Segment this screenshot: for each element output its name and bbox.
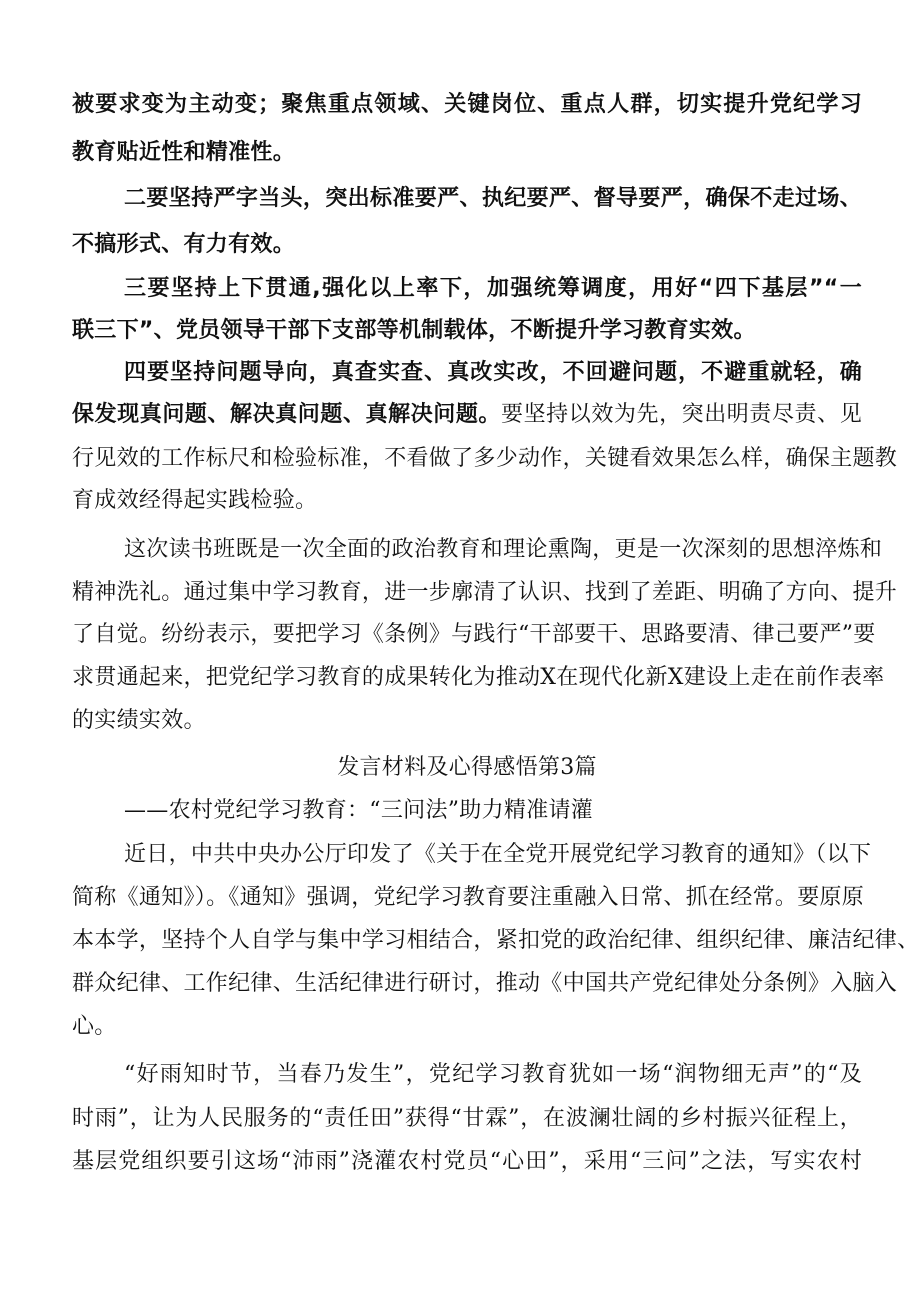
text-line-4: 不搞形式、有力有效。: [72, 232, 296, 257]
text-line-18: 近日，中共中央办公厅印发了《关于在全党开展党纪学习教育的通知》（以下: [124, 842, 872, 867]
text-line-25: 基层党组织要引这场“沛雨”浇灌农村党员“心田”，采用“三问”之法，写实农村: [72, 1149, 862, 1174]
text-line-9: 行见效的工作标尺和检验标准，不看做了多少动作，关键看效果怎么样，确保主题教: [72, 446, 898, 471]
text-line-5: 三要坚持上下贯通,强化以上率下，加强统筹调度，用好“四下基层”“一: [124, 276, 862, 301]
text-line-23: “好雨知时节，当春乃发生”，党纪学习教育犹如一场“润物细无声”的“及: [124, 1062, 862, 1087]
text-line-19: 简称《通知》）。《通知》强调，党纪学习教育要注重融入日常、抓在经常。要原原: [72, 885, 865, 910]
text-line-14: 求贯通起来，把党纪学习教育的成果转化为推动X在现代化新X建设上走在前作表率: [72, 665, 885, 690]
text-line-24: 时雨”，让为人民服务的“责任田”获得“甘霖”，在波澜壮阔的乡村振兴征程上，: [72, 1106, 862, 1131]
text-line-6: 联三下”、党员领导干部下支部等机制载体，不断提升学习教育实效。: [72, 318, 756, 343]
text-line-8: 保发现真问题、解决真问题、真解决问题。要坚持以效为先，突出明责尽责、见: [72, 402, 863, 427]
text-line-1: 被要求变为主动变；聚焦重点领域、关键岗位、重点人群，切实提升党纪学习: [72, 92, 862, 117]
text-line-11: 这次读书班既是一次全面的政治教育和理论熏陶，更是一次深刻的思想淬炼和: [124, 537, 883, 562]
text-line-13: 了自觉。纷纷表示，要把学习《条例》与践行“干部要干、思路要清、律己要严”要: [72, 622, 876, 647]
section-heading: 发言材料及心得感悟第3篇: [337, 755, 597, 780]
text-line-22: 心。: [72, 1014, 117, 1039]
text-line-7: 四要坚持问题导向，真查实查、真改实改，不回避问题，不避重就轻，确: [124, 360, 862, 385]
text-line-12: 精神洗礼。通过集中学习教育，进一步廓清了认识、找到了差距、明确了方向、提升: [72, 580, 898, 605]
text-line-3: 二要坚持严字当头，突出标准要严、执纪要严、督导要严，确保不走过场、: [124, 186, 862, 211]
text-line-15: 的实绩实效。: [72, 708, 206, 733]
text-line-2: 教育贴近性和精准性。: [72, 140, 296, 165]
text-line-21: 群众纪律、工作纪律、生活纪律进行研讨，推动《中国共产党纪律处分条例》入脑入: [72, 971, 898, 996]
text-line-20: 本本学，坚持个人自学与集中学习相结合，紧扣党的政治纪律、组织纪律、廉洁纪律、: [72, 928, 920, 953]
section-subtitle: ——农村党纪学习教育：“三问法”助力精准请灌: [124, 798, 594, 823]
text-line-10: 育成效经得起实践检验。: [72, 488, 318, 513]
